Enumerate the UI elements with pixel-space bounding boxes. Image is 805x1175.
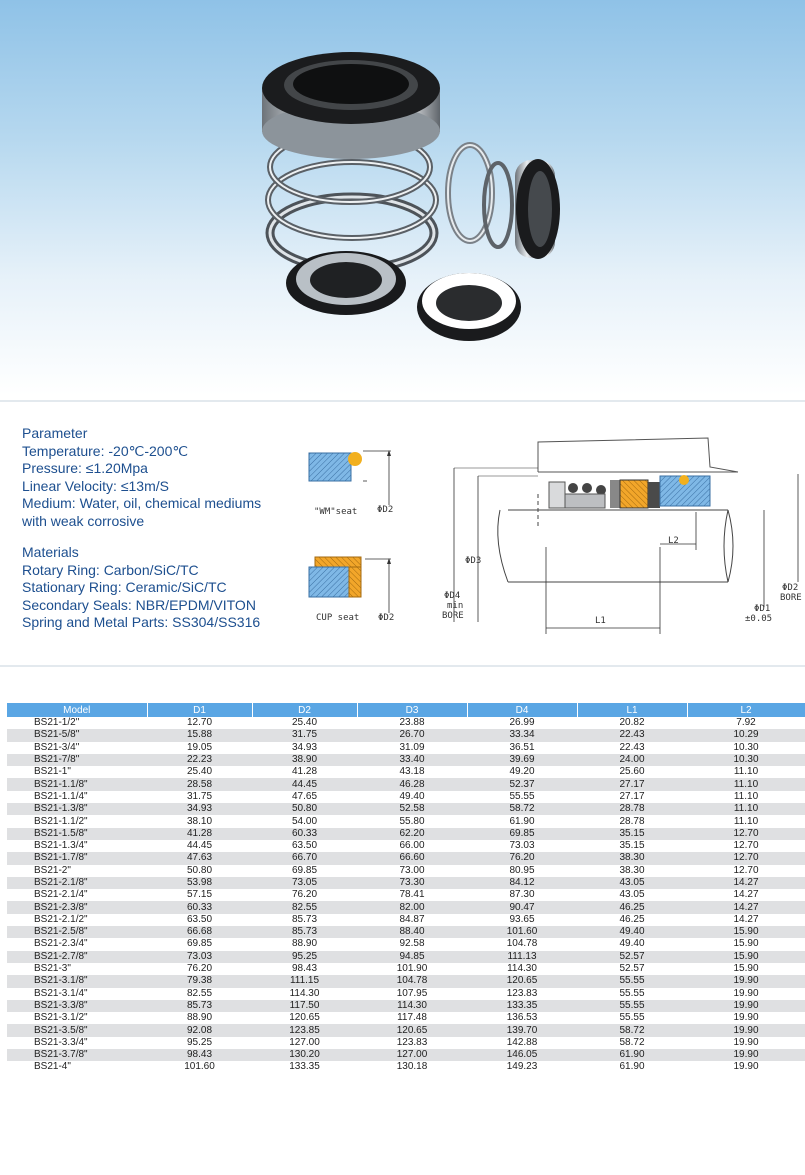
table-row [7,803,805,815]
value-cell: 23.88 [399,717,425,729]
value-cell: 130.20 [252,1049,357,1061]
value-cell: 26.99 [509,717,535,729]
value-cell: 61.90 [577,1049,687,1061]
value-cell: 15.90 [687,951,805,963]
table-row [7,901,805,913]
value-cell: 24.00 [577,754,687,766]
model-cell: BS21-3.3/4" [34,1036,88,1048]
value-cell: 69.85 [186,938,213,950]
d2-label: ΦD2 [782,583,799,593]
model-cell: BS21-1.1/4" [34,790,88,802]
table-row [7,988,805,1000]
wm-seat-d2-label: ΦD2 [377,505,394,515]
value-cell: 120.65 [289,1012,320,1024]
header-model: Model [7,703,147,717]
value-cell: 49.40 [577,926,687,938]
value-cell: 19.90 [733,1061,759,1073]
value-cell: 58.72 [619,1036,645,1048]
value-cell: 14.27 [687,877,805,889]
table-row [7,778,805,790]
parameter-heading: Parameter [22,425,88,441]
value-cell: 98.43 [291,963,318,975]
value-cell: 149.23 [506,1061,538,1073]
value-cell: 15.88 [147,729,252,741]
value-cell: 66.68 [147,926,252,938]
value-cell: 142.88 [506,1036,538,1048]
value-cell: 43.05 [619,889,645,901]
value-cell: 58.72 [577,1024,687,1036]
value-cell: 92.58 [399,938,425,950]
value-cell: 38.10 [186,815,213,827]
value-cell: 88.90 [186,1012,213,1024]
value-cell: 10.30 [687,754,805,766]
value-cell: 146.05 [467,1049,577,1061]
value-cell: 84.87 [399,913,425,925]
value-cell: 12.70 [733,864,759,876]
value-cell: 44.45 [186,840,213,852]
value-cell: 52.58 [357,803,467,815]
value-cell: 46.25 [619,913,645,925]
table-row [7,742,805,754]
value-cell: 10.29 [687,729,805,741]
value-cell: 123.83 [396,1036,428,1048]
value-cell: 41.28 [147,828,252,840]
model-cell: BS21-1/2" [34,717,80,729]
model-cell: BS21-3.3/8" [7,1000,147,1012]
divider-top [0,400,805,402]
value-cell: 95.25 [186,1036,213,1048]
value-cell: 28.58 [147,778,252,790]
spec-text-block [22,425,292,632]
value-cell: 12.70 [733,840,759,852]
table-row [7,840,805,852]
value-cell: 22.43 [577,729,687,741]
header-l1: L1 [577,703,687,717]
value-cell: 101.60 [467,926,577,938]
value-cell: 76.20 [186,963,213,975]
value-cell: 92.08 [147,1024,252,1036]
value-cell: 19.90 [687,975,805,987]
value-cell: 15.90 [687,926,805,938]
model-cell: BS21-7/8" [7,754,147,766]
value-cell: 127.00 [289,1036,320,1048]
value-cell: 25.40 [291,717,318,729]
table-row [7,1037,805,1049]
value-cell: 66.60 [357,852,467,864]
table-row [7,828,805,840]
rotary-ring-text: Rotary Ring: Carbon/SiC/TC [22,561,199,578]
secondary-seals-text: Secondary Seals: NBR/EPDM/VITON [22,596,256,613]
value-cell: 11.10 [733,766,759,778]
value-cell: 104.78 [506,938,538,950]
table-header-row [7,703,805,717]
model-cell: BS21-1" [34,766,71,778]
value-cell: 11.10 [687,778,805,790]
value-cell: 82.00 [357,901,467,913]
value-cell: 117.48 [397,1012,427,1024]
value-cell: 85.73 [291,913,318,925]
value-cell: 55.80 [399,815,425,827]
value-cell: 120.65 [467,975,577,987]
value-cell: 85.73 [252,926,357,938]
value-cell: 55.55 [577,1000,687,1012]
table-row [7,889,805,901]
value-cell: 27.17 [619,790,645,802]
value-cell: 76.20 [467,852,577,864]
value-cell: 133.35 [289,1061,320,1073]
value-cell: 52.37 [467,778,577,790]
value-cell: 130.18 [396,1061,428,1073]
model-cell: BS21-2.3/8" [7,901,147,913]
medium-text: Medium: Water, oil, chemical mediums [22,495,262,511]
l1-label: L1 [595,616,606,626]
value-cell: 33.34 [467,729,577,741]
table-row [7,717,805,729]
table-row [7,754,805,766]
value-cell: 88.40 [357,926,467,938]
value-cell: 101.60 [184,1061,215,1073]
value-cell: 35.15 [619,840,645,852]
model-cell: BS21-2.7/8" [7,951,147,963]
header-d1: D1 [147,703,252,717]
table-row [7,951,805,963]
header-d3: D3 [357,703,467,717]
value-cell: 19.90 [733,987,759,999]
value-cell: 49.20 [509,766,535,778]
value-cell: 52.57 [577,951,687,963]
table-row [7,938,805,950]
value-cell: 46.25 [577,901,687,913]
table-row [7,791,805,803]
value-cell: 25.60 [619,766,645,778]
value-cell: 73.30 [357,877,467,889]
model-cell: BS21-3.1/8" [7,975,147,987]
table-row [7,729,805,741]
value-cell: 41.28 [291,766,318,778]
table-row [7,865,805,877]
value-cell: 79.38 [147,975,252,987]
value-cell: 55.55 [577,975,687,987]
value-cell: 33.40 [357,754,467,766]
value-cell: 60.33 [252,828,357,840]
d4-label: ΦD4 [444,591,461,601]
stationary-ring-text: Stationary Ring: Ceramic/SiC/TC [22,579,227,595]
cup-seat-label: CUP seat [316,613,360,623]
value-cell: 84.12 [467,877,577,889]
model-cell: BS21-3.5/8" [7,1024,147,1036]
table-row [7,926,805,938]
value-cell: 49.40 [399,790,425,802]
value-cell: 87.30 [509,889,535,901]
value-cell: 12.70 [687,828,805,840]
d1-tolerance-label: ±0.05 [745,614,773,624]
value-cell: 73.03 [509,840,535,852]
materials-heading: Materials [22,544,79,560]
value-cell: 136.53 [506,1012,538,1024]
d2-bore-label: BORE [780,593,802,603]
mechanical-seal-photo [0,0,805,395]
value-cell: 69.85 [467,828,577,840]
model-cell: BS21-2.1/8" [7,877,147,889]
value-cell: 15.90 [733,963,759,975]
value-cell: 14.27 [687,901,805,913]
value-cell: 80.95 [509,864,535,876]
value-cell: 107.95 [396,987,428,999]
model-cell: BS21-4" [34,1061,71,1073]
value-cell: 111.13 [467,951,577,963]
value-cell: 43.05 [577,877,687,889]
value-cell: 19.90 [687,1049,805,1061]
value-cell: 10.30 [733,741,759,753]
value-cell: 73.03 [147,951,252,963]
value-cell: 114.30 [357,1000,467,1012]
table-row [7,852,805,864]
model-cell: BS21-1.3/4" [34,840,88,852]
value-cell: 11.10 [733,790,759,802]
value-cell: 39.69 [467,754,577,766]
table-row [7,975,805,987]
value-cell: 66.70 [252,852,357,864]
value-cell: 34.93 [147,803,252,815]
value-cell: 50.80 [252,803,357,815]
value-cell: 28.78 [619,815,645,827]
value-cell: 11.10 [687,803,805,815]
header-d2: D2 [252,703,357,717]
model-cell: BS21-3/4" [34,741,80,753]
model-cell: BS21-3.1/4" [34,987,88,999]
value-cell: 63.50 [291,840,318,852]
value-cell: 63.50 [186,913,213,925]
value-cell: 19.90 [733,1036,759,1048]
model-cell: BS21-2" [34,864,71,876]
value-cell: 57.15 [186,889,213,901]
value-cell: 31.75 [186,790,213,802]
model-cell: BS21-3.1/2" [34,1012,88,1024]
value-cell: 101.90 [396,963,428,975]
model-cell: BS21-1.7/8" [7,852,147,864]
table-row [7,1012,805,1024]
value-cell: 35.15 [577,828,687,840]
value-cell: 14.27 [733,889,759,901]
d4-min-label: min [447,601,464,611]
value-cell: 123.85 [252,1024,357,1036]
value-cell: 14.27 [733,913,759,925]
table-row [7,1049,805,1061]
table-row [7,815,805,827]
model-cell: BS21-2.1/2" [34,913,88,925]
table-row [7,1061,805,1073]
value-cell: 47.63 [147,852,252,864]
value-cell: 25.40 [186,766,213,778]
velocity-text: Linear Velocity: ≤13m/S [22,477,169,494]
model-cell: BS21-1.1/2" [34,815,88,827]
value-cell: 19.05 [186,741,213,753]
value-cell: 117.50 [252,1000,357,1012]
product-photo-area [0,0,805,395]
value-cell: 98.43 [147,1049,252,1061]
value-cell: 114.30 [507,963,537,975]
d4-bore-label: BORE [442,611,464,621]
model-cell: BS21-1.1/8" [7,778,147,790]
value-cell: 50.80 [186,864,213,876]
value-cell: 95.25 [252,951,357,963]
wm-seat-label: "WM"seat [314,507,358,517]
value-cell: 94.85 [357,951,467,963]
value-cell: 52.57 [619,963,645,975]
value-cell: 38.30 [619,864,645,876]
value-cell: 47.65 [291,790,318,802]
value-cell: 26.70 [357,729,467,741]
value-cell: 69.85 [291,864,318,876]
value-cell: 49.40 [619,938,645,950]
model-cell: BS21-2.5/8" [7,926,147,938]
value-cell: 12.70 [186,717,213,729]
cup-seat-diagram [303,553,403,613]
value-cell: 55.55 [619,987,645,999]
temperature-text: Temperature: -20℃-200℃ [22,442,189,459]
value-cell: 19.90 [687,1000,805,1012]
value-cell: 31.75 [252,729,357,741]
table-row [7,963,805,975]
model-cell: BS21-1.5/8" [7,828,147,840]
model-cell: BS21-3.7/8" [7,1049,147,1061]
value-cell: 43.18 [399,766,425,778]
divider-bottom [0,665,805,667]
cross-section-drawing [438,432,805,637]
value-cell: 22.43 [619,741,645,753]
value-cell: 127.00 [357,1049,467,1061]
value-cell: 139.70 [467,1024,577,1036]
value-cell: 34.93 [291,741,318,753]
value-cell: 133.35 [467,1000,577,1012]
l2-label: L2 [668,536,679,546]
metal-parts-text: Spring and Metal Parts: SS304/SS316 [22,614,261,630]
value-cell: 60.33 [147,901,252,913]
value-cell: 38.30 [577,852,687,864]
value-cell: 38.90 [252,754,357,766]
table-row [7,1000,805,1012]
value-cell: 53.98 [147,877,252,889]
value-cell: 46.28 [357,778,467,790]
dimension-table [7,703,805,1074]
value-cell: 36.51 [509,741,535,753]
value-cell: 66.00 [399,840,425,852]
cup-seat-d2-label: ΦD2 [378,613,395,623]
value-cell: 55.55 [509,790,535,802]
value-cell: 62.20 [357,828,467,840]
value-cell: 12.70 [687,852,805,864]
model-cell: BS21-1.3/8" [7,803,147,815]
d1-label: ΦD1 [754,604,771,614]
value-cell: 104.78 [357,975,467,987]
value-cell: 27.17 [577,778,687,790]
model-cell: BS21-2.3/4" [34,938,88,950]
value-cell: 123.83 [506,987,538,999]
value-cell: 73.00 [399,864,425,876]
table-row [7,1024,805,1036]
header-d4: D4 [467,703,577,717]
value-cell: 22.23 [147,754,252,766]
value-cell: 58.72 [467,803,577,815]
value-cell: 78.41 [399,889,425,901]
table-row [7,877,805,889]
value-cell: 73.05 [252,877,357,889]
value-cell: 7.92 [736,717,756,729]
value-cell: 111.15 [252,975,357,987]
value-cell: 54.00 [291,815,318,827]
value-cell: 93.65 [509,913,535,925]
value-cell: 114.30 [289,987,320,999]
value-cell: 19.90 [687,1024,805,1036]
value-cell: 90.47 [467,901,577,913]
medium-text-2: with weak corrosive [22,512,145,529]
model-cell: BS21-3" [34,963,71,975]
value-cell: 19.90 [733,1012,759,1024]
table-row [7,914,805,926]
value-cell: 31.09 [399,741,425,753]
value-cell: 88.90 [291,938,318,950]
d3-label: ΦD3 [465,556,482,566]
value-cell: 120.65 [357,1024,467,1036]
model-cell: BS21-5/8" [7,729,147,741]
value-cell: 44.45 [252,778,357,790]
value-cell: 85.73 [147,1000,252,1012]
value-cell: 28.78 [577,803,687,815]
value-cell: 61.90 [619,1061,645,1073]
value-cell: 15.90 [733,938,759,950]
pressure-text: Pressure: ≤1.20Mpa [22,460,148,476]
value-cell: 20.82 [619,717,645,729]
wm-seat-diagram [305,447,405,507]
value-cell: 11.10 [733,815,759,827]
header-l2: L2 [687,703,805,717]
value-cell: 55.55 [619,1012,645,1024]
value-cell: 82.55 [186,987,213,999]
table-row [7,766,805,778]
value-cell: 82.55 [252,901,357,913]
value-cell: 76.20 [291,889,318,901]
value-cell: 61.90 [509,815,535,827]
model-cell: BS21-2.1/4" [34,889,88,901]
